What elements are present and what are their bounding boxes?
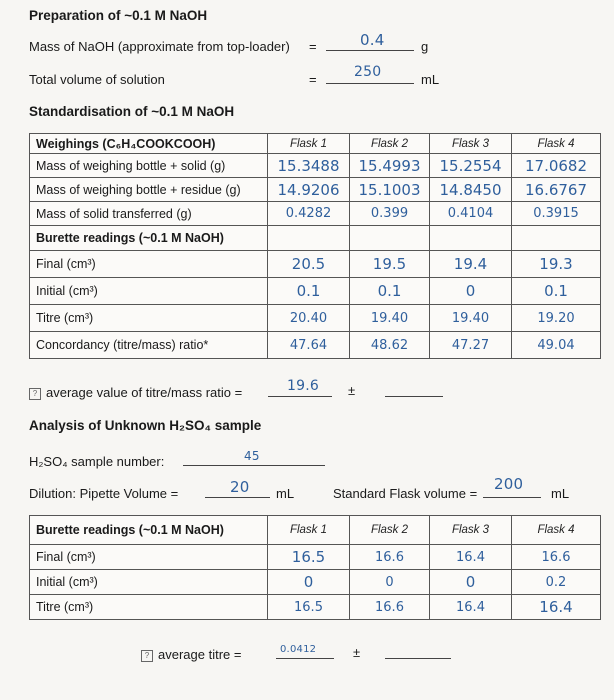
analysis-header-flask-3: Flask 3: [430, 516, 512, 545]
cell-value: 14.8450: [430, 178, 512, 202]
mass-equals: =: [309, 39, 317, 54]
burette-subheader-row: [30, 226, 601, 251]
std-header-flask-3: Flask 3: [430, 134, 512, 154]
cell-value: 15.1003: [350, 178, 430, 202]
volume-equals: =: [309, 72, 317, 87]
cell-value: 19.20: [512, 305, 601, 332]
cell-value: 19.5: [350, 251, 430, 278]
cell-value: 0.1: [512, 278, 601, 305]
mass-value: 0.4: [360, 31, 385, 49]
placeholder-box-icon: ?: [141, 650, 153, 662]
cell-value: 0.4282: [268, 202, 350, 226]
row-label: Mass of weighing bottle + residue (g): [30, 178, 268, 202]
cell-value: 16.4: [430, 545, 512, 570]
cell-value: 16.6: [350, 545, 430, 570]
cell-value: 15.4993: [350, 154, 430, 178]
volume-label: Total volume of solution: [29, 72, 165, 87]
analysis-header-flask-2: Flask 2: [350, 516, 430, 545]
analysis-header-row: [30, 516, 601, 545]
avg-ratio-value: 19.6: [287, 378, 319, 394]
table-row: [30, 154, 601, 178]
cell-value: 0: [430, 570, 512, 595]
mass-unit: g: [421, 39, 429, 54]
cell-value: 0.399: [350, 202, 430, 226]
volume-value: 250: [354, 64, 382, 80]
cell-value: 0.1: [350, 278, 430, 305]
cell-value: 0.4104: [430, 202, 512, 226]
table-row: [30, 595, 601, 620]
cell-value: 0: [268, 570, 350, 595]
cell-value: 47.64: [268, 332, 350, 359]
cell-value: 0: [430, 278, 512, 305]
std-title: Standardisation of ~0.1 M NaOH: [29, 104, 235, 119]
avg-titre-error-underline: [385, 642, 451, 659]
table-row: [30, 251, 601, 278]
cell-value: 19.40: [350, 305, 430, 332]
table-row: [30, 178, 601, 202]
avg-titre-line: [141, 647, 241, 662]
row-label: Concordancy (titre/mass) ratio*: [30, 332, 268, 359]
burette-subheader: Burette readings (~0.1 M NaOH): [30, 226, 268, 251]
flask-unit: mL: [551, 486, 570, 501]
analysis-header-flask-1: Flask 1: [268, 516, 350, 545]
table-row: [30, 332, 601, 359]
cell-value: 15.2554: [430, 154, 512, 178]
cell-value: 20.40: [268, 305, 350, 332]
avg-ratio-error-underline: [385, 380, 443, 397]
row-label: Initial (cm³): [30, 570, 268, 595]
cell-value: 49.04: [512, 332, 601, 359]
row-label: Mass of solid transferred (g): [30, 202, 268, 226]
cell-value: 0: [350, 570, 430, 595]
standardisation-table: [29, 133, 601, 359]
avg-ratio-line: [29, 385, 242, 400]
pipette-unit: mL: [276, 486, 295, 501]
prep-title: Preparation of ~0.1 M NaOH: [29, 8, 208, 23]
table-row: [30, 278, 601, 305]
std-header-flask-1: Flask 1: [268, 134, 350, 154]
table-row: [30, 545, 601, 570]
sample-value: 45: [244, 449, 260, 463]
row-label: Final (cm³): [30, 545, 268, 570]
cell-value: 0.2: [512, 570, 601, 595]
cell-value: 16.6767: [512, 178, 601, 202]
avg-ratio-label: average value of titre/mass ratio =: [46, 385, 243, 400]
flask-value: 200: [494, 475, 524, 493]
pipette-value: 20: [230, 478, 250, 496]
cell-value: 0.1: [268, 278, 350, 305]
analysis-header-flask-4: Flask 4: [512, 516, 601, 545]
cell-value: 16.6: [512, 545, 601, 570]
cell-value: 19.3: [512, 251, 601, 278]
volume-unit: mL: [421, 72, 440, 87]
mass-label: Mass of NaOH (approximate from top-loader): [29, 39, 290, 54]
avg-titre-pm: ±: [353, 645, 361, 660]
cell-value: 16.5: [268, 545, 350, 570]
row-label: Titre (cm³): [30, 595, 268, 620]
std-header-flask-4: Flask 4: [512, 134, 601, 154]
table-row: [30, 570, 601, 595]
row-label: Final (cm³): [30, 251, 268, 278]
row-label: Mass of weighing bottle + solid (g): [30, 154, 268, 178]
analysis-table: [29, 515, 601, 620]
cell-value: 0.3915: [512, 202, 601, 226]
std-header-label: Weighings (C₆H₄COOKCOOH): [30, 134, 268, 154]
flask-label: Standard Flask volume =: [333, 486, 478, 501]
cell-value: 19.40: [430, 305, 512, 332]
row-label: Initial (cm³): [30, 278, 268, 305]
std-header-row: [30, 134, 601, 154]
row-label: Titre (cm³): [30, 305, 268, 332]
cell-value: 48.62: [350, 332, 430, 359]
table-row: [30, 305, 601, 332]
cell-value: 20.5: [268, 251, 350, 278]
avg-ratio-pm: ±: [348, 383, 356, 398]
avg-titre-label: average titre =: [158, 647, 242, 662]
cell-value: 15.3488: [268, 154, 350, 178]
cell-value: 16.6: [350, 595, 430, 620]
cell-value: 16.5: [268, 595, 350, 620]
placeholder-box-icon: ?: [29, 388, 41, 400]
cell-value: 16.4: [512, 595, 601, 620]
table-row: [30, 202, 601, 226]
avg-titre-value: 0.0412: [280, 644, 317, 655]
sample-label: H₂SO₄ sample number:: [29, 454, 165, 469]
cell-value: 19.4: [430, 251, 512, 278]
analysis-header-label: Burette readings (~0.1 M NaOH): [30, 516, 268, 545]
cell-value: 16.4: [430, 595, 512, 620]
cell-value: 14.9206: [268, 178, 350, 202]
dilution-label: Dilution: Pipette Volume =: [29, 486, 179, 501]
cell-value: 47.27: [430, 332, 512, 359]
cell-value: 17.0682: [512, 154, 601, 178]
analysis-title: Analysis of Unknown H₂SO₄ sample: [29, 418, 262, 433]
std-header-flask-2: Flask 2: [350, 134, 430, 154]
